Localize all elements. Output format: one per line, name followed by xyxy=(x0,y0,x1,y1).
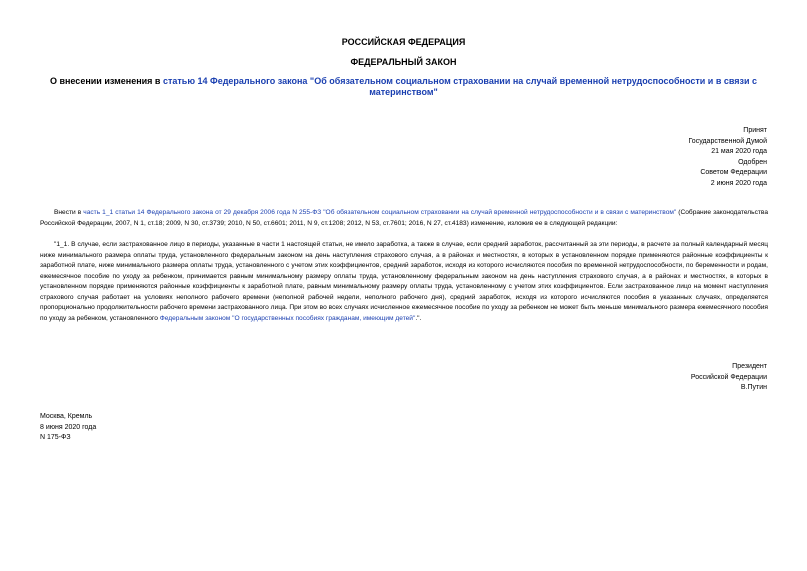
intro-prefix: Внести в xyxy=(54,209,84,216)
intro-link[interactable]: часть 1_1 статьи 14 Федерального закона от 29 декабря 2006 года N 255-ФЗ "Об обязательном социальном страховании на случай временной нетрудоспособности и в связи с материнством" xyxy=(83,209,677,216)
place-line: Москва, Кремль xyxy=(40,413,93,420)
date-line: 8 июня 2020 года xyxy=(40,423,97,431)
title-link[interactable]: статью 14 Федерального закона "Об обязательном социальном страховании на случай временной нетрудоспособности и в связи с материнством" xyxy=(162,76,758,97)
signature-line: Президент xyxy=(732,363,767,370)
signature-line: Российской Федерации xyxy=(690,373,767,381)
signature-line: В.Путин xyxy=(740,384,767,391)
adoption-line: Принят xyxy=(743,127,767,134)
law-number: N 175-ФЗ xyxy=(40,434,71,441)
adoption-line: Государственной Думой xyxy=(688,137,767,145)
amendment-link[interactable]: Федеральным законом "О государственных пособиях гражданам, имеющим детей" xyxy=(159,314,416,322)
amendment-paragraph xyxy=(40,240,768,324)
intro-paragraph xyxy=(40,208,768,229)
country-heading: РОССИЙСКАЯ ФЕДЕРАЦИЯ xyxy=(341,37,466,47)
amendment-text: "1_1. В случае, если застрахованное лицо в периоды, указанные в части 1 настоящей статьи, не имело заработка, а также в случае, если средний заработок, рассчитанный за эти периоды, в расчете за полный календарный месяц ниже минимального размера оплаты труда, установленного федеральным законом на день наступления страхового случая, а в районах и местностях, в которых в установленном порядке применяются районные коэффициенты к заработной плате, ниже минимального размера оплаты труда, установленного с учетом этих коэффициентов, средний заработок, исходя из которого исчисляются пособия по временной нетрудоспособности, по беременности и родам, ежемесячное пособие по уходу за ребенком, принимается равным минимальному размеру оплаты труда, установленному федеральным законом на день наступления страхового случая, а в районах и местностях, в которых в установленном порядке применяются районные коэффициенты к заработной плате, равным минимальному размеру оплаты труда, установленному с учетом этих коэффициентов. Если застрахованное лицо на момент наступления страхового случая работает на условиях неполного рабочего времени (неполной рабочей недели, неполного рабочего дня), средний заработок, исходя из которого исчисляются пособия в указанных случаях, определяется пропорционально продолжительности рабочего времени застрахованного лица. При этом во всех случаях исчисленное ежемесячное пособие по уходу за ребенком не может быть меньше минимального размера ежемесячного пособия по уходу за ребенком, установленного xyxy=(40,241,768,322)
adoption-line: 21 мая 2020 года xyxy=(711,148,767,155)
title-prefix: О внесении изменения в xyxy=(49,76,163,86)
doc-type-heading: ФЕДЕРАЛЬНЫЙ ЗАКОН xyxy=(350,57,457,67)
signature-block xyxy=(567,362,767,394)
place-date-block xyxy=(40,412,96,444)
adoption-line: Советом Федерации xyxy=(700,169,767,176)
adoption-block xyxy=(567,126,767,189)
intro-suffix: (Собрание законодательства Российской Федерации, 2007, N 1, ст.18; 2009, N 30, ст.3739; 2010, N 50, ст.6601; 2011, N 9, ст.1208; 2012, N 53, ст.7601; 2016, N 27, ст.4183) изменение, изложив ее в следующей редакции: xyxy=(40,209,769,227)
amendment-suffix: .". xyxy=(415,314,422,322)
law-title xyxy=(40,76,767,98)
adoption-line: 2 июня 2020 года xyxy=(710,179,767,187)
adoption-line: Одобрен xyxy=(738,158,767,166)
